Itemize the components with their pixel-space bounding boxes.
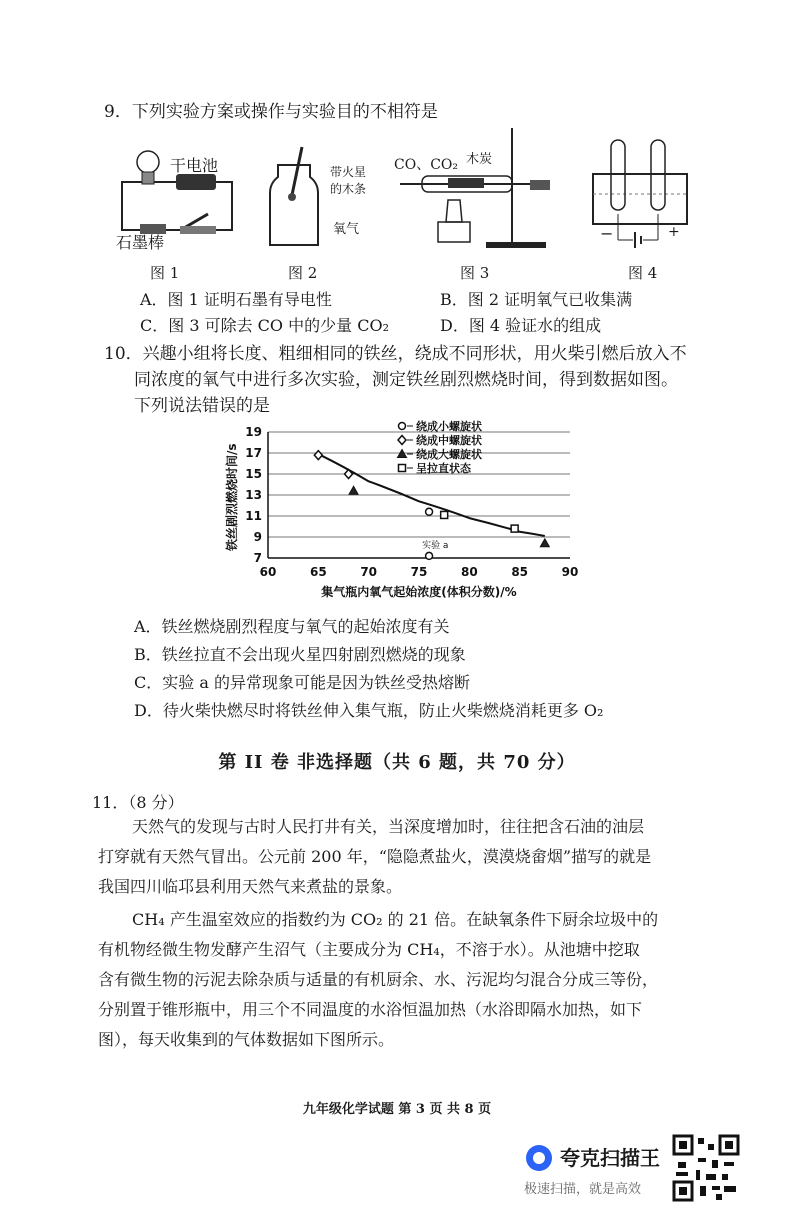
q9-option-b: B．图 2 证明氧气已收集满 bbox=[440, 290, 633, 309]
q10-option-a: A．铁丝燃烧剧烈程度与氧气的起始浓度有关 bbox=[134, 617, 450, 636]
watermark-slogan: 极速扫描，就是高效 bbox=[524, 1182, 642, 1197]
legend-label: 绕成大螺旋状 bbox=[416, 448, 482, 461]
legend-marker-diamond bbox=[398, 436, 406, 445]
x-tick-label: 70 bbox=[360, 565, 378, 579]
burning-time-chart bbox=[220, 418, 590, 608]
q9-stem: 9．下列实验方案或操作与实验目的不相符是 bbox=[104, 102, 438, 122]
glowing-stick-icon bbox=[292, 147, 302, 195]
x-tick-label: 80 bbox=[460, 565, 478, 579]
x-tick-label: 90 bbox=[561, 565, 579, 579]
watermark-brand: 夸克扫描王 bbox=[560, 1146, 660, 1170]
y-tick-label: 13 bbox=[245, 488, 262, 502]
fig2-gas-bottle bbox=[262, 145, 332, 255]
q11-p2-l4: 分别置于锥形瓶中，用三个不同温度的水浴恒温加热（水浴即隔水加热，如下 bbox=[98, 1000, 643, 1019]
x-tick-label: 65 bbox=[309, 565, 327, 579]
annotation-experiment-a: 实验 a bbox=[422, 540, 449, 551]
data-point-square bbox=[441, 511, 448, 518]
q9-option-d: D．图 4 验证水的组成 bbox=[440, 316, 602, 335]
legend-label: 绕成中螺旋状 bbox=[416, 434, 482, 447]
x-tick-label: 85 bbox=[511, 565, 529, 579]
q11-header: 11．（8 分） bbox=[92, 793, 184, 812]
q10-option-b: B．铁丝拉直不会出现火星四射剧烈燃烧的现象 bbox=[134, 645, 466, 664]
q11-p1-l1: 天然气的发现与古时人民打井有关，当深度增加时，往往把含石油的油层 bbox=[132, 817, 645, 836]
legend-label: 呈拉直状态 bbox=[416, 462, 471, 475]
q9-option-c: C．图 3 可除去 CO 中的少量 CO₂ bbox=[140, 316, 389, 335]
fig3-apparatus bbox=[390, 126, 560, 256]
chart-x-axis-label: 集气瓶内氧气起始浓度(体积分数)/% bbox=[321, 585, 517, 599]
bulb-icon bbox=[137, 151, 159, 173]
data-point-circle bbox=[426, 508, 433, 515]
q11-p2-l3: 含有微生物的污泥去除杂质与适量的有机厨余、水、污泥均匀混合分成三等份， bbox=[98, 970, 659, 989]
fig3-carbon-label: 木炭 bbox=[466, 152, 493, 167]
y-tick-label: 9 bbox=[253, 530, 262, 544]
q11-p2-l1: CH₄ 产生温室效应的指数约为 CO₂ 的 21 倍。在缺氧条件下厨余垃圾中的 bbox=[132, 910, 659, 929]
fig4-caption: 图 4 bbox=[628, 264, 658, 282]
y-tick-label: 19 bbox=[245, 425, 262, 439]
y-tick-label: 15 bbox=[245, 467, 262, 481]
q10-stem-l2: 同浓度的氧气中进行多次实验，测定铁丝剧烈燃烧时间，得到数据如图。 bbox=[134, 370, 678, 390]
y-tick-label: 11 bbox=[245, 509, 262, 523]
legend-marker-circle bbox=[399, 423, 406, 430]
q11-p1-l2: 打穿就有天然气冒出。公元前 200 年，“隐隐煮盐火，漠漠烧畲烟”描写的就是 bbox=[98, 847, 652, 866]
fig2-stick-label-l1: 带火星 bbox=[330, 165, 367, 179]
fig2-stick-label-l2: 的木条 bbox=[330, 182, 367, 196]
lamp-icon bbox=[446, 200, 462, 222]
water-trough bbox=[593, 174, 687, 224]
fig1-caption: 图 1 bbox=[150, 264, 180, 282]
data-point-diamond bbox=[314, 451, 322, 460]
fig4-minus: − bbox=[600, 224, 614, 243]
data-point-square bbox=[511, 525, 518, 532]
charcoal-icon bbox=[448, 178, 484, 188]
q11-p1-l3: 我国四川临邛县利用天然气来煮盐的景象。 bbox=[98, 877, 403, 896]
fig3-gas-label: CO、CO₂ bbox=[394, 157, 458, 173]
q10-option-d: D．待火柴快燃尽时将铁丝伸入集气瓶，防止火柴燃烧消耗更多 O₂ bbox=[134, 701, 604, 720]
q10-stem-l3: 下列说法错误的是 bbox=[134, 396, 270, 416]
legend-label: 绕成小螺旋状 bbox=[416, 420, 482, 433]
q9-option-a: A．图 1 证明石墨有导电性 bbox=[140, 290, 332, 309]
data-point-triangle bbox=[540, 539, 549, 547]
legend-marker-square bbox=[399, 465, 406, 472]
fig2-stick-label bbox=[330, 164, 366, 198]
data-point-triangle bbox=[349, 486, 358, 494]
q11-p2-l2: 有机物经微生物发酵产生沼气（主要成分为 CH₄，不溶于水）。从池塘中挖取 bbox=[98, 940, 640, 959]
quark-logo-icon bbox=[524, 1143, 554, 1173]
switch-icon bbox=[184, 214, 208, 228]
fig2-caption: 图 2 bbox=[288, 264, 318, 282]
q10-option-c: C．实验 a 的异常现象可能是因为铁丝受热熔断 bbox=[134, 673, 470, 692]
fig3-caption: 图 3 bbox=[460, 264, 490, 282]
page-footer: 九年级化学试题 第 3 页 共 8 页 bbox=[302, 1102, 492, 1117]
fig4-plus: + bbox=[668, 224, 680, 240]
y-tick-label: 7 bbox=[253, 551, 262, 565]
x-tick-label: 75 bbox=[410, 565, 428, 579]
q11-p2-l5: 图），每天收集到的气体数据如下图所示。 bbox=[98, 1030, 395, 1049]
x-tick-label: 60 bbox=[259, 565, 277, 579]
fig2-gas-label: 氧气 bbox=[333, 222, 360, 237]
chart-y-axis-label: 铁丝剧烈燃烧时间/s bbox=[225, 443, 239, 551]
qr-code-icon bbox=[672, 1134, 740, 1202]
fig1-battery-label: 干电池 bbox=[170, 156, 219, 175]
section-title: 第 II 卷 非选择题（共 6 题，共 70 分） bbox=[218, 752, 576, 773]
q10-stem-l1: 10．兴趣小组将长度、粗细相同的铁丝，绕成不同形状，用火柴引燃后放入不 bbox=[104, 344, 687, 364]
data-point-circle bbox=[426, 552, 433, 559]
fig1-graphite-label: 石墨棒 bbox=[116, 233, 165, 252]
y-tick-label: 17 bbox=[245, 446, 262, 460]
battery-icon bbox=[176, 174, 216, 190]
